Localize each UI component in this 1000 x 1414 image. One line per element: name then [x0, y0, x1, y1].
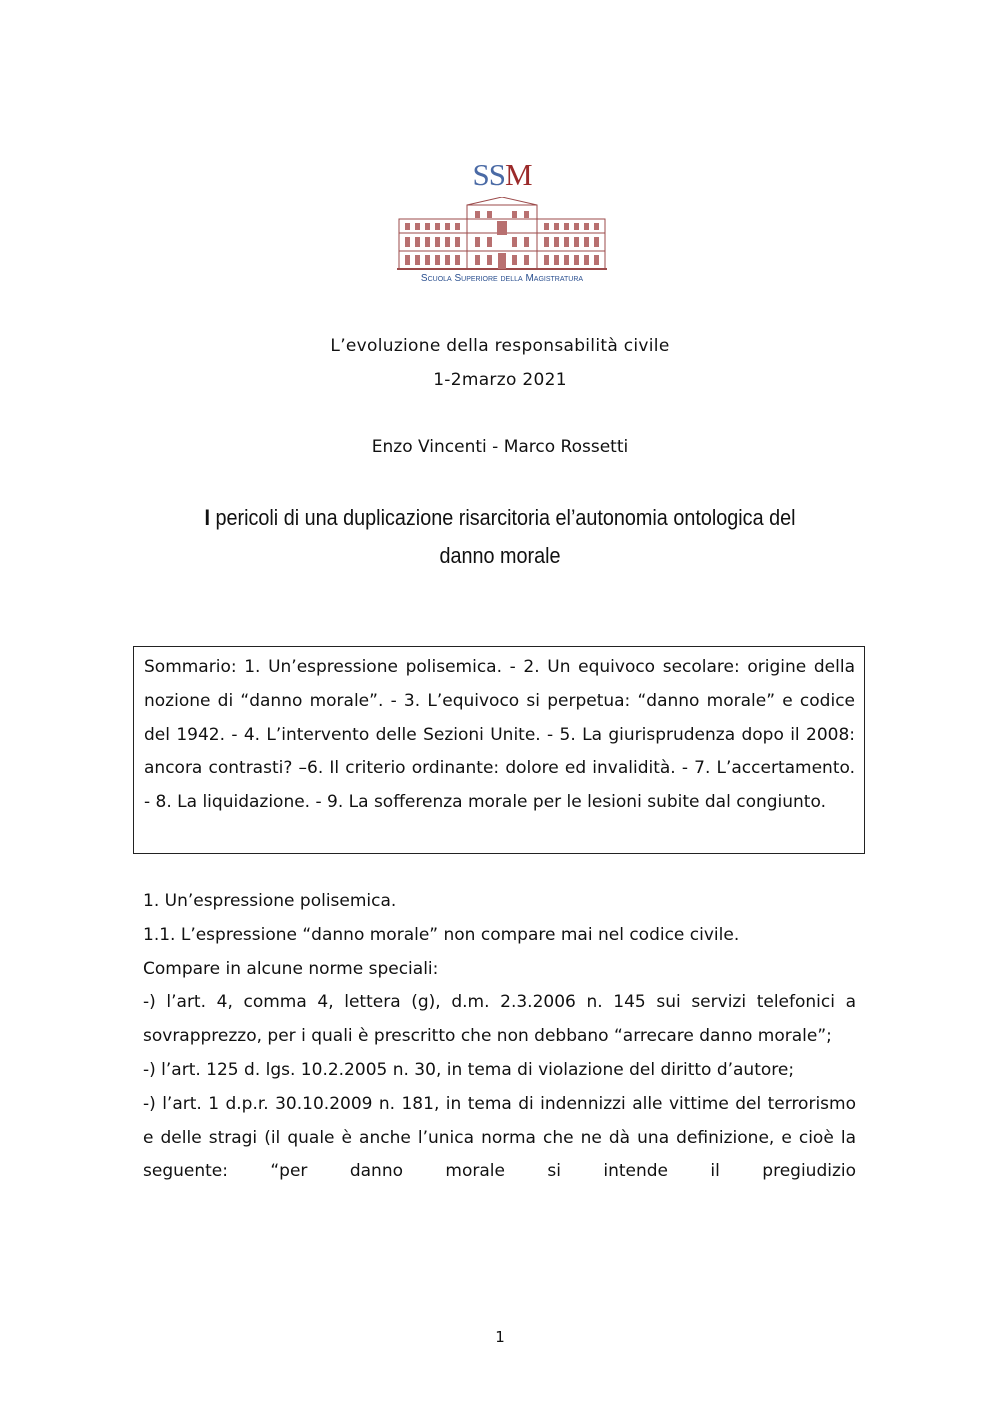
title-line1-rest: pericoli di una duplicazione risarcitoria el’autonomia ontologica del	[209, 505, 796, 530]
summary-box	[133, 646, 865, 854]
authors: Enzo Vincenti - Marco Rossetti	[371, 437, 629, 457]
logo-acronym: SSM	[472, 157, 532, 192]
logo-school-name: Scuola Superiore della Magistratura	[420, 273, 584, 284]
list-item: -) l’art. 4, comma 4, lettera (g), d.m. 2.3.2006 n. 145 sui servizi telefonici a sovrapprezzo, per i quali è prescritto che non debbano “arrecare danno morale”;	[143, 992, 856, 1047]
document-title-line-1	[176, 499, 824, 537]
document-body	[143, 885, 856, 1189]
conference-date: 1-2marzo 2021	[433, 370, 567, 390]
list-item: -) l’art. 1 d.p.r. 30.10.2009 n. 181, in tema di indennizzi alle vittime del terrorismo e delle stragi (il quale è anche l’unica norma che ne dà una definizione, e cioè la seguente: “per danno morale si intende il pregiudizio	[143, 1093, 856, 1182]
paragraph: Compare in alcune norme speciali:	[143, 958, 439, 979]
paragraph: 1.1. L’espressione “danno morale” non compare mai nel codice civile.	[143, 924, 740, 945]
document-title	[176, 499, 824, 575]
page-number: 1	[495, 1328, 505, 1346]
ssm-logo	[397, 155, 607, 291]
title-initial: I	[204, 505, 210, 530]
list-item: -) l’art. 125 d. lgs. 10.2.2005 n. 30, in tema di violazione del diritto d’autore;	[143, 1059, 795, 1080]
summary-text: Sommario: 1. Un’espressione polisemica. - 2. Un equivoco secolare: origine della nozione di “danno morale”. - 3. L’equivoco si perpetua: “danno morale” e codice del 1942. - 4. L’intervento delle Sezioni Unite. - 5. La giurisprudenza dopo il 2008: ancora contrasti? –6. Il criterio ordinante: dolore ed invalidità. - 7. L’accertamento. - 8. La liquidazione. - 9. La sofferenza morale per le lesioni subite dal congiunto.	[144, 657, 855, 813]
conference-title: L’evoluzione della responsabilità civile	[330, 336, 670, 356]
section-heading: 1. Un’espressione polisemica.	[143, 891, 397, 911]
palace-illustration-icon	[397, 197, 607, 271]
document-title-line-2: danno morale	[439, 543, 561, 568]
